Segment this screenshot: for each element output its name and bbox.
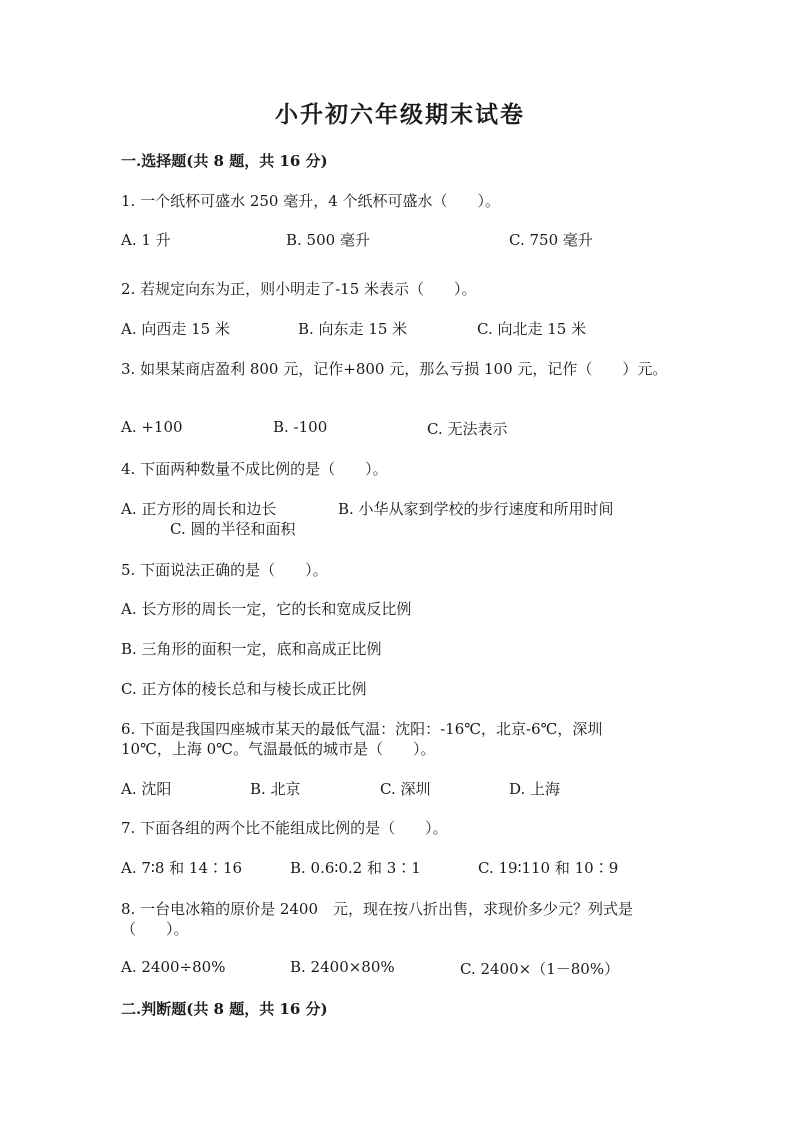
- question-1-option-a: A. 1 升: [121, 231, 171, 249]
- question-3-option-b: B. -100: [273, 418, 328, 436]
- question-8-option-b: B. 2400×80%: [290, 958, 395, 976]
- question-2-stem: 2. 若规定向东为正，则小明走了-15 米表示（ ）。: [121, 280, 477, 298]
- question-6-option-b: B. 北京: [250, 780, 301, 798]
- question-3-option-c: C. 无法表示: [427, 420, 508, 438]
- question-6-option-d: D. 上海: [509, 780, 561, 798]
- section-heading-judgement: 二.判断题(共 8 题，共 16 分): [121, 1000, 328, 1018]
- question-7-option-b: B. 0.6∶0.2 和 3∶1: [290, 859, 421, 877]
- question-3-stem: 3. 如果某商店盈利 800 元，记作+800 元，那么亏损 100 元，记作（ ）元。: [121, 360, 668, 378]
- question-5-stem: 5. 下面说法正确的是（ ）。: [121, 561, 328, 579]
- question-7-option-a: A. 7∶8 和 14∶16: [121, 859, 243, 877]
- question-2-option-c: C. 向北走 15 米: [477, 320, 587, 338]
- question-7-option-c: C. 19∶110 和 10∶9: [478, 859, 619, 877]
- question-4-option-c: C. 圆的半径和面积: [170, 520, 296, 538]
- question-3-option-a: A. +100: [121, 418, 183, 436]
- question-6-option-c: C. 深圳: [380, 780, 431, 798]
- question-6-stem-line-2: 10℃，上海 0℃。气温最低的城市是（ ）。: [121, 740, 436, 758]
- question-8-stem-line-1: 8. 一台电冰箱的原价是 2400 元，现在按八折出售，求现价多少元？列式是: [121, 900, 634, 918]
- section-heading-choice: 一.选择题(共 8 题，共 16 分): [121, 152, 328, 170]
- question-1-option-c: C. 750 毫升: [509, 231, 593, 249]
- question-4-stem: 4. 下面两种数量不成比例的是（ ）。: [121, 460, 388, 478]
- question-1-option-b: B. 500 毫升: [286, 231, 370, 249]
- exam-title: 小升初六年级期末试卷: [275, 101, 525, 128]
- question-1-stem: 1. 一个纸杯可盛水 250 毫升，4 个纸杯可盛水（ ）。: [121, 192, 501, 210]
- question-5-option-c: C. 正方体的棱长总和与棱长成正比例: [121, 680, 367, 698]
- question-5-option-a: A. 长方形的周长一定，它的长和宽成反比例: [121, 600, 412, 618]
- question-8-option-c: C. 2400×（1－80%）: [460, 960, 620, 978]
- question-6-stem-line-1: 6. 下面是我国四座城市某天的最低气温：沈阳：-16℃，北京-6℃，深圳: [121, 720, 603, 738]
- question-5-option-b: B. 三角形的面积一定，底和高成正比例: [121, 640, 382, 658]
- question-6-option-a: A. 沈阳: [121, 780, 172, 798]
- question-8-stem-line-2: （ ）。: [121, 920, 189, 938]
- question-4-option-a: A. 正方形的周长和边长: [121, 500, 277, 518]
- question-4-option-b: B. 小华从家到学校的步行速度和所用时间: [338, 500, 614, 518]
- question-2-option-a: A. 向西走 15 米: [121, 320, 230, 338]
- question-8-option-a: A. 2400÷80%: [121, 958, 226, 976]
- question-7-stem: 7. 下面各组的两个比不能组成比例的是（ ）。: [121, 819, 448, 837]
- question-2-option-b: B. 向东走 15 米: [298, 320, 408, 338]
